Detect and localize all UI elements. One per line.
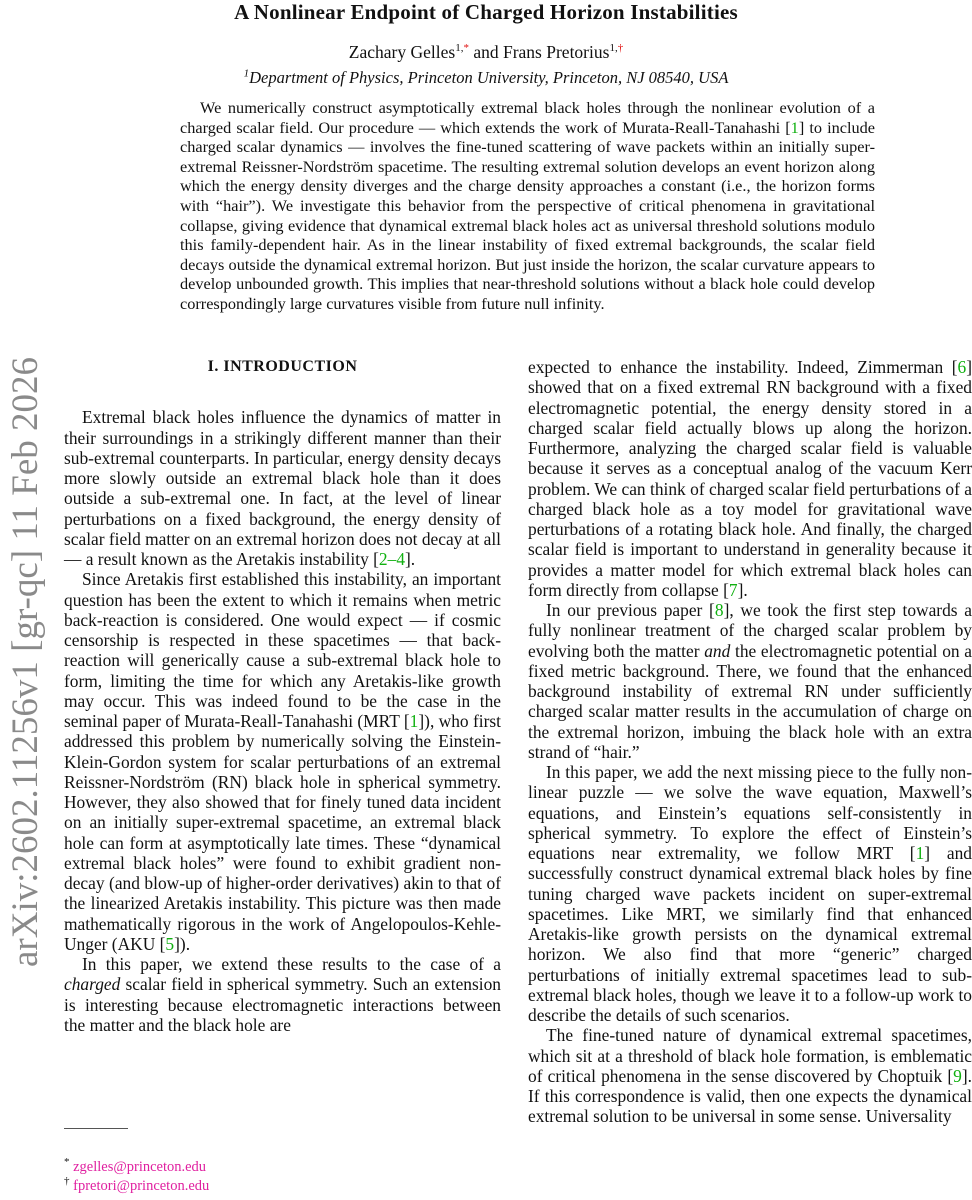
body-text: In our previous paper [ [546, 600, 715, 620]
footnote-mark-link[interactable]: † [617, 42, 624, 55]
paragraph [528, 1025, 972, 1126]
body-text: ], we took the first step towards a fully nonlinear treatment of the charged scalar problem by evolving both the matter [528, 600, 972, 661]
body-text: ]. [737, 579, 748, 600]
body-text: The fine-tuned nature of dynamical extremal spacetimes, which sit at a threshold of black hole formation, is emblematic of critical phenomena in the sense discovered by Choptuik [ [528, 1025, 972, 1086]
author-affil-sup: 1, [609, 42, 618, 55]
paragraph [64, 569, 501, 954]
footnote-mark-link[interactable]: * [463, 42, 469, 55]
footnote [64, 1156, 207, 1176]
arxiv-stamp: arXiv:2602.11256v1 [gr-qc] 11 Feb 2026 [5, 357, 46, 967]
author-name: Zachary Gelles [348, 42, 456, 62]
paragraph [528, 762, 972, 1025]
citation-link[interactable]: 6 [957, 357, 967, 377]
body-text: ]). [174, 933, 191, 954]
citation-link[interactable]: 1 [915, 843, 925, 863]
email-link[interactable]: zgelles@princeton.edu [73, 1159, 207, 1175]
authors-and: and [473, 42, 499, 62]
body-text: In this paper, we extend these results to the case of a [82, 954, 501, 974]
citation-link[interactable]: 2–4 [378, 549, 406, 569]
emphasis-text: and [704, 640, 731, 661]
body-text: expected to enhance the instability. Indeed, Zimmerman [ [528, 357, 958, 377]
citation-link[interactable]: 7 [728, 579, 738, 600]
affiliation-text: Department of Physics, Princeton University, Princeton, NJ 08540, USA [249, 68, 729, 87]
author-list [0, 42, 972, 63]
paragraph [528, 357, 972, 600]
section-heading: I. INTRODUCTION [207, 358, 358, 375]
paper-title: A Nonlinear Endpoint of Charged Horizon Instabilities [234, 0, 738, 24]
email-link[interactable]: fpretori@princeton.edu [73, 1178, 210, 1194]
paragraph [528, 600, 972, 762]
body-text: Extremal black holes influence the dynamics of matter in their surroundings in a strikingly different manner than their sub-extremal counterparts. In particular, energy density decays more slowly outside an extremal black hole than it does outside a sub-extremal one. In fact, at the level of linear perturbations on a fixed background, the energy density of scalar field matter on an extremal horizon does not decay at all — a result known as the Aretakis instability [ [64, 407, 501, 569]
citation-link[interactable]: 8 [714, 600, 724, 620]
affiliation-sup: 1 [243, 67, 250, 80]
left-column [64, 357, 501, 1035]
body-text: ]. If this correspondence is valid, then one expects the dynamical extremal solution to be universal in some sense. Universality [528, 1065, 972, 1127]
footnote-rule [64, 1128, 128, 1129]
paragraph [64, 954, 501, 1035]
author-name: Frans Pretorius [502, 42, 610, 62]
body-text: ] and successfully construct dynamical extremal black holes by fine tuning charged wave packets incident on super-extremal spacetimes. Like MRT, we similarly find that enhanced Aretakis-like growth persists on the dynamical extremal horizon. We also find that more “generic” charged perturbations of initially extremal spacetimes lead to sub-extremal black holes, though we leave it to a follow-up work to describe the details of such scenarios. [528, 843, 972, 1025]
right-column [528, 357, 972, 1200]
body-text: In this paper, we add the next missing piece to the fully non-linear puzzle — we solve the wave equation, Maxwell’s equations, and Einstein’s equations self-consistently in spherical symmetry. To explore the effect of Einstein’s equations near extremality, we follow MRT [ [528, 762, 972, 863]
footnote [64, 1175, 210, 1195]
body-text: ] showed that on a fixed extremal RN background with a fixed electromagnetic potential, the energy density stored in a charged scalar field actually blows up along the horizon. Furthermore, analyzing the charged scalar field is valuable because it serves as a conceptual analog of the vacuum Kerr problem. We can think of charged scalar field perturbations of a charged black hole as a toy model for gravitational wave perturbations of a rotating black hole. And finally, the charged scalar field is important to understand in generality because it provides a matter model for which extremal black holes can form directly from collapse [ [528, 357, 972, 600]
body-text: Since Aretakis first established this instability, an important question has been the extent to which it remains when metric back-reaction is considered. One would expect — if cosmic censorship is respected in these spacetimes — that back-reaction will generically cause a sub-extremal black hole to form, limiting the time for which any Aretakis-like growth may occur. This was indeed found to be the case in the seminal paper of Murata-Reall-Tanahashi (MRT [ [64, 569, 501, 731]
footnote-mark: † [64, 1175, 70, 1188]
body-text: the electromagnetic potential on a fixed metric background. There, we found that the enhanced background instability of extremal RN under sufficiently charged scalar matter results in the accumulation of charge on the extremal horizon, imbuing the black hole with an extra strand of “hair.” [528, 640, 972, 762]
citation-link[interactable]: 9 [953, 1065, 962, 1086]
paragraph [64, 407, 501, 569]
citation-link[interactable]: 5 [165, 933, 175, 954]
body-text: ]. [405, 549, 416, 569]
affiliation [0, 68, 972, 88]
author-affil-sup: 1, [455, 42, 464, 55]
abstract: We numerically construct asymptotically extremal black holes through the nonlinear evolution of a charged scalar field. Our procedure — which extends the work of Murata-Reall-Tanahashi [1] to include charged scalar dynamics — involves the fine-tuned scattering of wave packets within an initially super-extremal Reissner-Nordström spacetime. The resulting extremal solution develops an event horizon along which the energy density diverges and the charge density approaches a constant (i.e., the horizon forms with “hair”). We investigate this behavior from the perspective of critical phenomena in gravitational collapse, giving evidence that dynamical extremal black holes act as universal threshold solutions modulo this family-dependent hair. As in the linear instability of fixed extremal backgrounds, the scalar field decays outside the dynamical extremal horizon. But just inside the horizon, the scalar curvature appears to develop unbounded growth. This implies that near-threshold solutions without a black hole could develop correspondingly large curvatures visible from future null infinity. [180, 98, 875, 313]
emphasis-text: charged [64, 974, 121, 995]
citation-link[interactable]: 1 [790, 117, 799, 137]
body-text: scalar field in spherical symmetry. Such an extension is interesting because electromagnetic interactions between the matter and the black hole are [64, 974, 501, 1035]
citation-link[interactable]: 1 [409, 711, 419, 731]
body-text: ]), who first addressed this problem by numerically solving the Einstein-Klein-Gordon system for scalar perturbations of an extremal Reissner-Nordström (RN) black hole in spherical symmetry. However, they also showed that for finely tuned data incident on an initially super-extremal spacetime, an extremal black hole can form at asymptotically late times. These “dynamical extremal black holes” were found to exhibit gradient non-decay (and blow-up of higher-order derivatives) akin to that of the linearized Aretakis instability. This picture was then made mathematically rigorous in the work of Angelopoulos-Kehle-Unger (AKU [ [64, 711, 501, 954]
footnote-mark: * [64, 1156, 70, 1169]
